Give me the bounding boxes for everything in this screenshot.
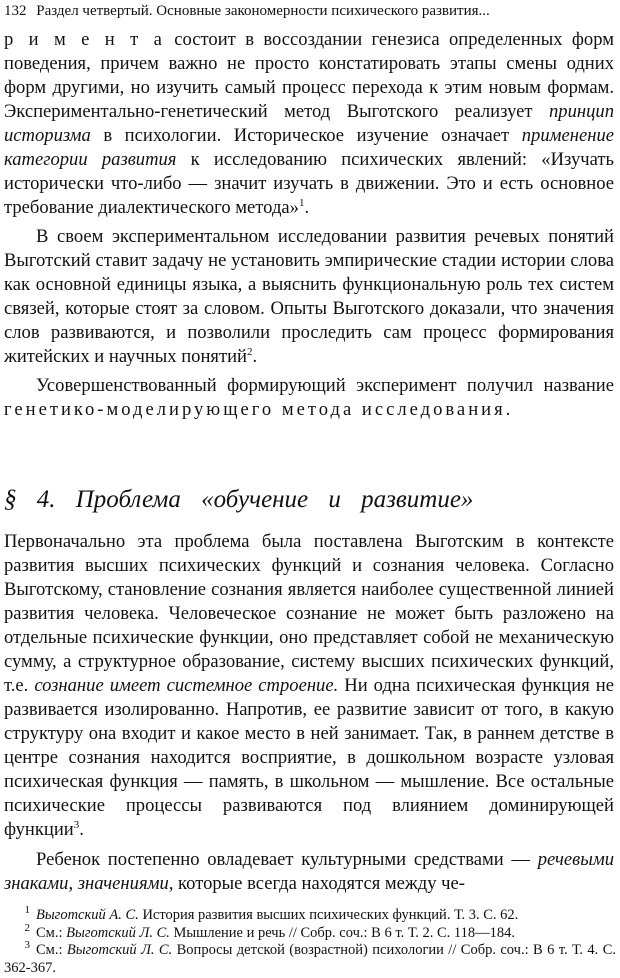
text-span: Усовершенствованный формирующий эксперимент получил название [36, 375, 614, 396]
text-span: Ребенок постепенно овладевает культурными средствами — [36, 849, 538, 870]
text-span: В своем экспериментальном исследовании развития речевых понятий Выготский ставит задачу не установить эмпирические стадии истории слова как основной единицы языка, а выяснить функциональную роль тех систем связей, которые стоят за словом. Опыты Выготского доказали, что значения слов развиваются, и позволили проследить сам процесс формирования житейских и научных понятий [4, 226, 614, 367]
text-span: в психологии. Историческое изучение означает [90, 125, 522, 146]
running-header [4, 2, 616, 20]
text-span: Ни одна психическая функция не развивается изолированно. Напротив, ее развитие зависит от того, в какую структуру она входит и какое место в ней занимает. Так, в раннем детстве в центре сознания находится восприятие, в дошкольном возрасте узловая психическая функция — память, в школьном — мышление. Все остальные психические процессы развиваются под влиянием доминирующей функции [4, 675, 614, 840]
text-span: . [505, 399, 511, 420]
page-number: 132 [4, 3, 27, 19]
footnote-text: Вопросы детской (возрастной) психологии // Собр. соч.: В 6 т. Т. 4. С. 362-367. [4, 942, 616, 976]
text-span: . [304, 197, 310, 218]
footnote-1: 1 Выготский А. С. История развития высших психических функций. Т. 3. С. 62. [24, 904, 519, 923]
footnotes [4, 904, 616, 977]
paragraph-experiment [4, 28, 614, 220]
paragraph-speech-concepts [4, 225, 614, 369]
text-span: к исследованию психических явлений: «Изучать исторически что-либо — значит изучать в движении. Это и есть основное требование диалектического метода» [4, 149, 615, 218]
text-span: . [252, 346, 258, 367]
text-span: . [79, 819, 84, 840]
footnote-prefix: См.: [36, 942, 67, 958]
footnote-ref: 1 [298, 196, 305, 209]
footnote-3: 3 См.: Выготский Л. С. Вопросы детской (возрастной) психологии // Собр. соч.: В 6 т. Т. 4. С. 362-367. [4, 939, 616, 976]
italic-term: сознание имеет системное строение. [34, 675, 339, 696]
spaced-term: генетико-моделирующего метода исследования [4, 399, 506, 420]
text-span: состоит в воссоздании генезиса определенных форм поведения, причем важно не просто констатировать этапы смены одних форм другими, но изучить самый процесс перехода к этим новым формам. Экспериментально-генетический метод Выготского реализует [4, 29, 614, 122]
text-block-top [4, 28, 614, 422]
footnote-author: Выготский Л. С. [66, 942, 173, 958]
footnote-ref: 2 [246, 345, 253, 358]
running-title: Раздел четвертый. Основные закономерности психического развития... [36, 3, 490, 19]
text-span: Первоначально эта проблема была поставлена Выготским в контексте развития высших психических функций и сознания человека. Согласно Выготскому, становление сознания является наиболее существенной линией развития человека. Человеческое сознание не может быть разложено на отдельные психические функции, оно представляет собой не механическую сумму, а структурное образование, систему высших психических функций, т.е. [4, 531, 614, 696]
paragraph-genetic-method [4, 374, 614, 422]
footnote-2: 2 См.: Выготский Л. С. Мышление и речь // Собр. соч.: В 6 т. Т. 2. С. 118—184. [24, 921, 516, 941]
italic-term: принцип историзма [4, 101, 614, 146]
text-span: которые всегда находятся между че- [173, 873, 465, 894]
text-block-bottom [4, 530, 614, 896]
footnote-text: Мышление и речь // Собр. соч.: В 6 т. Т. 2. С. 118—184. [169, 924, 516, 941]
paragraph-cultural-means [4, 848, 614, 896]
footnote-author: Выготский Л. С. [66, 924, 170, 941]
italic-term: речевыми знаками, значениями, [4, 849, 614, 894]
footnote-author: Выготский А. С. [36, 907, 139, 923]
paragraph-consciousness [4, 530, 614, 842]
footnote-ref: 3 [73, 818, 80, 831]
italic-term: применение категории развития [4, 125, 614, 170]
footnote-text: История развития высших психических функций. Т. 3. С. 62. [138, 907, 519, 923]
section-heading: § 4. Проблема «обучение и развитие» [4, 486, 474, 513]
spaced-word: р и м е н т а [4, 29, 165, 50]
footnote-prefix: См.: [36, 924, 67, 941]
